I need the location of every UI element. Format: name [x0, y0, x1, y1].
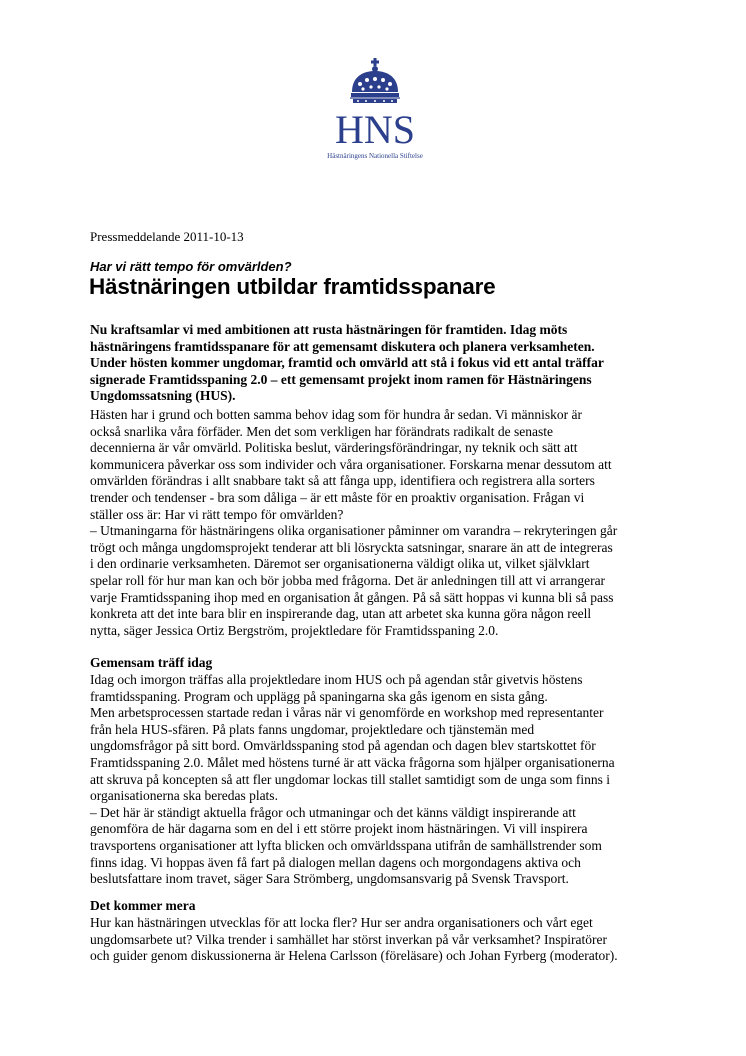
body-line: Hästen har i grund och botten samma behov idag som för hundra år sedan. Vi människor är	[90, 407, 582, 422]
logo-letters: HNS	[334, 107, 416, 152]
body-line: varje Framtidsspaning ihop med en organisation åt gången. På så sätt hoppas vi kunna bli så pass	[90, 589, 614, 605]
body-line: finns idag. Vi hoppas även få fart på dialogen mellan dagens och morgondagens aktiva och	[90, 854, 581, 870]
body-line: – Det här är ständigt aktuella frågor och utmaningar och det känns väldigt inspirerande att	[90, 804, 576, 820]
lead-line: signerade Framtidsspaning 2.0 – ett gemensamt projekt inom ramen för Hästnäringens	[90, 371, 592, 387]
body-line: nytta, säger Jessica Ortiz Bergström, projektledare för Framtidsspaning 2.0.	[90, 622, 499, 638]
kicker-heading: Har vi rätt tempo för omvärlden?	[90, 259, 292, 274]
body-section-1	[90, 407, 660, 639]
body-line: framtidsspaning. Program och upplägg på spaningarna ska gås igenom en sista gång.	[90, 688, 548, 704]
lead-line: hästnäringens framtidsspanare för att gemensamt diskutera och planera verksamheten.	[90, 338, 595, 354]
page-title: Hästnäringen utbildar framtidsspanare	[89, 274, 496, 299]
body-line: kommunicera påverkar oss som individer och våra organisationer. Forskarna menar dessutom att	[90, 456, 612, 472]
lead-line: Under hösten kommer ungdomar, framtid och omvärld att stå i fokus vid ett antal träffar	[90, 355, 604, 371]
body-line: och guider genom diskussionerna är Helena Carlsson (föreläsare) och Johan Fyrberg (moderator).	[90, 948, 618, 964]
lead-line: Ungdomssatsning (HUS).	[90, 388, 236, 404]
body-line: Framtidsspaning 2.0. Målet med höstens turné är att väcka frågorna som hjälper organisationerna	[90, 754, 615, 770]
body-line: decennierna är vår omvärld. Politiska beslut, värderingsförändringar, ny teknik och sätt att	[90, 440, 578, 456]
body-line: i den ordinarie verksamheten. Däremot ser organisationerna väldigt olika ut, vilket självklart	[90, 556, 590, 572]
body-line: också snarlika våra förfäder. Men det som verkligen har förändrats radikalt de senaste	[90, 423, 553, 439]
body-line: organisationerna ska beredas plats.	[90, 788, 278, 804]
section-heading-gemensam: Gemensam träff idag	[90, 655, 213, 670]
body-line: omvärlden förändras i allt snabbare takt så att fånga upp, identifiera och registrera alla sorters	[90, 473, 595, 489]
body-line: – Utmaningarna för hästnäringens olika organisationer påminner om varandra – rekryteringen går	[90, 523, 618, 539]
hns-logo	[300, 58, 450, 178]
body-line: travsportens organisationer att lyfta blicken och omvärldsspana utifrån de samhällstrender som	[90, 837, 602, 853]
logo-subtitle: Hästnäringens Nationella Stiftelse	[327, 152, 423, 160]
body-line: trender och tendenser - bra som dåliga – är ett måste för en proaktiv organisation. Frågan vi	[90, 489, 585, 505]
body-line: trögt och många ungdomsprojekt tenderar att bli lösryckta satsningar, snarare än att de integreras	[90, 539, 613, 555]
lead-paragraph	[90, 322, 660, 405]
body-line: att skruva på koncepten så att fler ungdomar lockas till stallet samtidigt som de unga som finns i	[90, 771, 611, 787]
lead-line: Nu kraftsamlar vi med ambitionen att rusta hästnäringen för framtiden. Idag möts	[90, 322, 568, 337]
section-heading-det-kommer-mera: Det kommer mera	[90, 898, 196, 913]
body-line: ungdomsfrågor på sitt bord. Omvärldsspaning stod på agendan och dagen blev startskottet för	[90, 738, 596, 754]
body-line: beslutsfattare inom travet, säger Sara Strömberg, ungdomsansvarig på Svensk Travsport.	[90, 871, 569, 887]
body-line: från hela HUS-sfären. På plats fanns ungdomar, projektledare och tjänstemän med	[90, 721, 535, 737]
body-line: ställer oss är: Har vi rätt tempo för omvärlden?	[90, 506, 344, 522]
body-line: spelar roll för hur man kan och bör jobba med frågorna. Det är anledningen till att vi arrangerar	[90, 572, 606, 588]
body-line: Idag och imorgon träffas alla projektledare inom HUS och på agendan står givetvis höstens	[90, 672, 583, 687]
body-line: genomföra de här dagarna som en del i ett större projekt inom hästnäringen. Vi vill inspirera	[90, 821, 588, 837]
body-line: ungdomsarbete ut? Vilka trender i samhället har störst inverkan på vår verksamhet? Inspiratörer	[90, 931, 608, 947]
body-line: Men arbetsprocessen startade redan i våras när vi genomförde en workshop med representanter	[90, 705, 604, 721]
body-section-3	[90, 915, 660, 965]
body-line: konkreta att det inte bara blir en inspirerande dag, utan att arbetet ska kunna göra någon reell	[90, 606, 592, 622]
crown-icon	[346, 58, 404, 108]
press-release-dateline: Pressmeddelande 2011-10-13	[90, 229, 244, 244]
body-line: Hur kan hästnäringen utvecklas för att locka fler? Hur ser andra organisationers och vårt eget	[90, 915, 593, 930]
body-section-2	[90, 672, 660, 888]
